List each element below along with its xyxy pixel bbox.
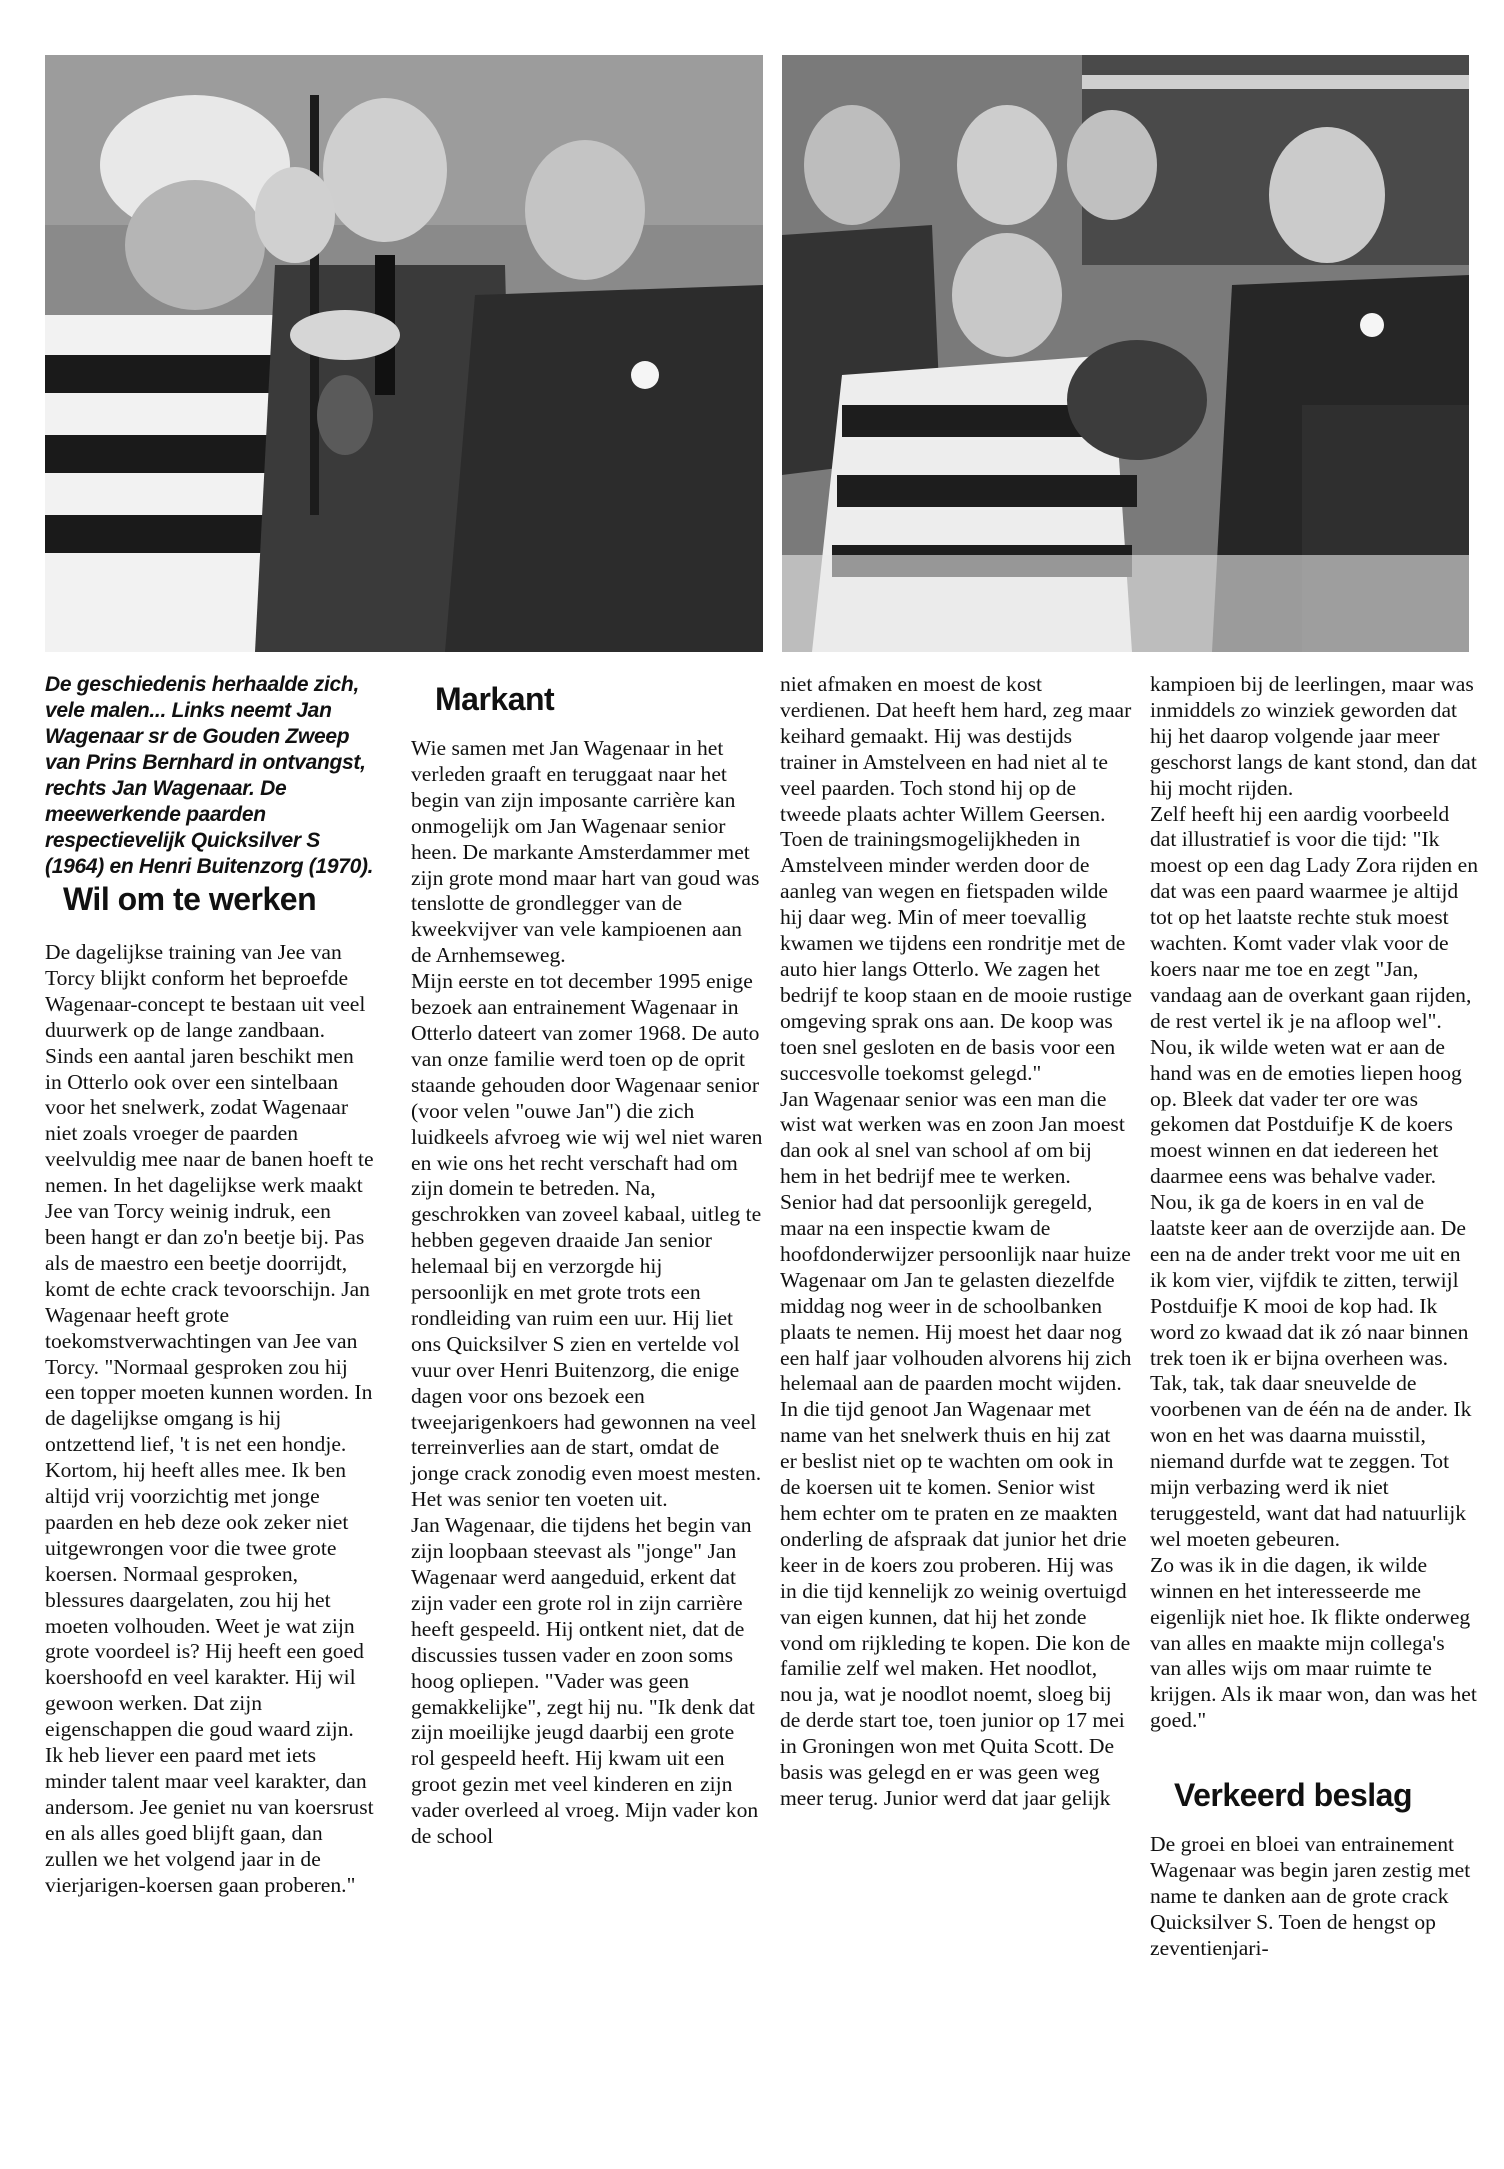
col3-paragraph-2: Jan Wagenaar senior was een man die wist wat werken was en zoon Jan moest dan ook al snel van school af om bij hem in het bedrijf mee te werken. Senior had dat persoonlijk geregeld, maar na een inspectie kwam de hoofdonderwijzer persoonlijk naar huize Wagenaar om Jan te gelasten diezelfde middag nog weer in de schoolbanken plaats te nemen. Hij moest het daar nog een half jaar volhouden alvorens hij zich helemaal aan de paarden mocht wijden. xyxy=(780,1086,1132,1396)
col4-paragraph-4: De groei en bloei van entrainement Wagenaar was begin jaren zestig met name te danken aan de grote crack Quicksilver S. Toen de hengst op zeventienjari- xyxy=(1150,1832,1471,1960)
col3-paragraph-1: niet afmaken en moest de kost verdienen. Dat heeft hem hard, zeg maar keihard gemaakt. Hij was destijds trainer in Amstelveen en had niet al te veel paarden. Toch stond hij op de tweede plaats achter Willem Geersen. Toen de trainingsmogelijkheden in Amstelveen minder werden door de aanleg van wegen en fietspaden wilde hij daar weg. Min of meer toevallig kwamen we tijdens een rondritje met de auto hier langs Otterlo. We zagen het bedrijf te koop staan en de mooie rustige omgeving sprak ons aan. De koop was toen snel gesloten en de basis voor een succesvolle toekomst gelegd." xyxy=(780,672,1132,1085)
col4-paragraph-2: Zelf heeft hij een aardig voorbeeld dat illustratief is voor die tijd: "Ik moest op een dag Lady Zora rijden en dat was een paard waarmee je altijd tot op het laatste rechte stuk moest wachten. Komt vader vlak voor de koers naar me toe en zegt "Jan, vandaag aan de overkant gaan rijden, de rest vertel ik je na afloop wel". Nou, ik wilde weten wat er aan de hand was en de emoties liepen hoog op. Bleek dat vader ter ore was gekomen dat Postduifje K de koers moest winnen en dat iedereen het daarmee eens was behalve vader. Nou, ik ga de koers in en val de laatste keer aan de overzijde aan. De een na de ander trekt voor me uit en ik kom vier, vijfdik te zitten, terwijl Postduifje K mooi de kop had. Ik word zo kwaad dat ik zó naar binnen trek toen ik er bijna overheen was. Tak, tak, tak daar sneuvelde de voorbenen van de één na de ander. Ik won en het was daarna muisstil, niemand durfde wat te zeggen. Tot mijn verbazing werd ik niet teruggesteld, want dat had natuurlijk wel moeten gebeuren. xyxy=(1150,801,1478,1551)
heading-wil-om-te-werken: Wil om te werken xyxy=(63,881,317,917)
col4-paragraph-1: kampioen bij de leerlingen, maar was inmiddels zo winziek geworden dat hij het daarop volgende jaar meer geschorst langs de kant stond, dan dat hij mocht rijden. xyxy=(1150,672,1477,800)
column-1 xyxy=(45,672,375,1899)
photo-right-prize-ceremony xyxy=(782,55,1469,652)
column-3 xyxy=(780,672,1132,1812)
col2-paragraph-1: Wie samen met Jan Wagenaar in het verleden graaft en teruggaat naar het begin van zijn imposante carrière kan onmogelijk om Jan Wagenaar senior heen. De markante Amsterdammer met zijn grote mond maar hart van goud was tenslotte de grondlegger van de kweekvijver van vele kampioenen aan de Arnhemseweg. xyxy=(411,736,760,968)
photo-caption: De geschiedenis herhaalde zich, vele malen... Links neemt Jan Wagenaar sr de Gouden Zweep van Prins Bernhard in ontvangst, rechts Jan Wagenaar. De meewerkende paarden respectievelijk Quicksilver S (1964) en Henri Buitenzorg (1970). xyxy=(45,673,374,878)
photo-left-prize-ceremony xyxy=(45,55,763,652)
col2-paragraph-3: Jan Wagenaar, die tijdens het begin van zijn loopbaan steevast als "jonge" Jan Wagenaar werd aangeduid, erkent dat zijn vader een grote rol in zijn carrière heeft gespeeld. Hij ontkent niet, dat de discussies tussen vader en zoon soms hoog opliepen. "Vader was geen gemakkelijke", zegt hij nu. "Ik denk dat zijn moeilijke jeugd daarbij een grote rol gespeeld heeft. Hij kwam uit een groot gezin met veel kinderen en zijn vader overleed al vroeg. Mijn vader kon de school xyxy=(411,1513,759,1849)
col1-paragraph: De dagelijkse training van Jee van Torcy blijkt conform het beproefde Wagenaar-concept te bestaan uit veel duurwerk op de lange zandbaan. Sinds een aantal jaren beschikt men in Otterlo ook over een sintelbaan voor het snelwerk, zodat Wagenaar niet zoals vroeger de paarden veelvuldig mee naar de banen hoeft te nemen. In het dagelijkse werk maakt Jee van Torcy weinig indruk, een been hangt er dan zo'n beetje bij. Pas als de maestro een beetje doorrijdt, komt de echte crack tevoorschijn. Jan Wagenaar heeft grote toekomstverwachtingen van Jee van Torcy. "Normaal gesproken zou hij een topper moeten kunnen worden. In de dagelijkse omgang is hij ontzettend lief, 't is net een hondje. Kortom, hij heeft alles mee. Ik ben altijd vrij voorzichtig met jonge paarden en heb deze ook zeker niet uitgewrongen voor die twee grote koersen. Normaal gesproken, blessures daargelaten, zou hij het moeten volhouden. Weet je wat zijn grote voordeel is? Hij heeft een goed koershoofd en veel karakter. Hij wil gewoon werken. Dat zijn eigenschappen die goud waard zijn. Ik heb liever een paard met iets minder talent maar veel karakter, dan andersom. Jee geniet nu van koersrust en als alles goed blijft gaan, dan zullen we het volgend jaar in de vierjarigen-koersen gaan proberen." xyxy=(45,940,374,1897)
column-4 xyxy=(1150,672,1480,1962)
heading-markant: Markant xyxy=(435,681,555,717)
col3-paragraph-3: In die tijd genoot Jan Wagenaar met name van het snelwerk thuis en hij zat er beslist niet op te wachten om ook in de koersen uit te komen. Senior wist hem echter om te praten en ze maakten onderling de afspraak dat junior het drie keer in de koers zou proberen. Hij was in die tijd kennelijk zo weinig overtuigd van eigen kunnen, dat hij het zonde vond om rijkleding te kopen. Die kon de familie zelf wel maken. Het noodlot, nou ja, wat je noodlot noemt, sloeg bij de derde start toe, toen junior op 17 mei in Groningen won met Quita Scott. De basis was gelegd en er was geen weg meer terug. Junior werd dat jaar gelijk xyxy=(780,1397,1131,1810)
col2-paragraph-2: Mijn eerste en tot december 1995 enige bezoek aan entrainement Wagenaar in Otterlo dateert van zomer 1968. De auto van onze familie werd toen op de oprit staande gehouden door Wagenaar senior (voor velen "ouwe Jan") die zich luidkeels afvroeg wie wij wel niet waren en wie ons het recht verschaft had om zijn domein te betreden. Na, geschrokken van zoveel kabaal, uitleg te hebben gegeven draaide Jan senior helemaal bij en verzorgde hij persoonlijk en met grote trots een rondleiding van ruim een uur. Hij liet ons Quicksilver S zien en vertelde vol vuur over Henri Buitenzorg, die enige dagen voor ons bezoek een tweejarigenkoers had gewonnen na veel terreinverlies aan de start, omdat de jonge crack zonodig even moest mesten. Het was senior ten voeten uit. xyxy=(411,969,763,1512)
heading-verkeerd-beslag: Verkeerd beslag xyxy=(1174,1777,1412,1814)
column-2 xyxy=(411,672,763,1850)
col4-paragraph-3: Zo was ik in die dagen, ik wilde winnen en het interesseerde me eigenlijk niet hoe. Ik flikte onderweg van alles en maakte mijn collega's van alles wijs om maar ruimte te krijgen. Als ik maar won, dan was het goed." xyxy=(1150,1552,1477,1733)
